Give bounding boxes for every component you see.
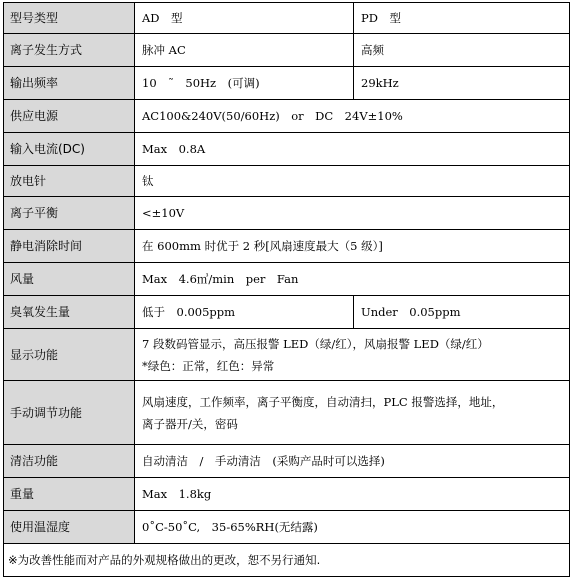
cell-power-supply: AC100&240V(50/60Hz) or DC 24V±10% (135, 100, 570, 133)
cell-discharge-needle: 钛 (135, 166, 570, 197)
cell-pd-ozone: Under 0.05ppm (354, 296, 570, 329)
cell-pd-frequency: 29kHz (354, 67, 570, 100)
table-row (4, 230, 570, 263)
cell-ion-balance: <±10V (135, 197, 570, 230)
row-label-power-supply: 供应电源 (4, 100, 135, 133)
cell-pd-ion-method: 高频 (354, 34, 570, 67)
table-row (4, 478, 570, 511)
manual-adjust-line-1: 风扇速度，工作频率，离子平衡度，自动清扫，PLC 报警选择，地址， (142, 394, 504, 409)
row-label-air-volume: 风量 (4, 263, 135, 296)
row-label-temp-humidity: 使用温湿度 (4, 511, 135, 544)
cell-temp-humidity: 0˚C-50˚C, 35-65%RH(无结露) (135, 511, 570, 544)
table-row (4, 296, 570, 329)
cell-ad-model: AD 型 (135, 3, 354, 34)
cell-ad-frequency: 10 ˜ 50Hz (可调) (135, 67, 354, 100)
cell-cleaning: 自动清洁 / 手动清洁 (采购产品时可以选择) (135, 445, 570, 478)
table-row (4, 263, 570, 296)
row-label-ozone: 臭氧发生量 (4, 296, 135, 329)
row-label-discharge-time: 静电消除时间 (4, 230, 135, 263)
row-label-manual-adjust: 手动调节功能 (4, 381, 135, 445)
table-row (4, 3, 570, 34)
row-label-model-type: 型号类型 (4, 3, 135, 34)
row-label-cleaning: 清洁功能 (4, 445, 135, 478)
table-row (4, 544, 570, 577)
spec-table (3, 2, 570, 577)
row-label-discharge-needle: 放电针 (4, 166, 135, 197)
cell-manual-adjust (135, 381, 570, 445)
table-row (4, 445, 570, 478)
manual-adjust-line-2: 离子器开/关，密码 (142, 416, 238, 431)
table-row (4, 100, 570, 133)
table-row (4, 511, 570, 544)
cell-ad-ion-method: 脉冲 AC (135, 34, 354, 67)
display-line-1: 7 段数码管显示，高压报警 LED（绿/红），风扇报警 LED（绿/红） (142, 336, 489, 351)
table-row (4, 34, 570, 67)
cell-discharge-time: 在 600mm 时优于 2 秒[风扇速度最大（5 级）] (135, 230, 570, 263)
table-row (4, 166, 570, 197)
table-row (4, 133, 570, 166)
table-row (4, 329, 570, 381)
row-label-ion-balance: 离子平衡 (4, 197, 135, 230)
cell-pd-model: PD 型 (354, 3, 570, 34)
table-row (4, 197, 570, 230)
row-label-display: 显示功能 (4, 329, 135, 381)
cell-ad-ozone: 低于 0.005ppm (135, 296, 354, 329)
cell-display (135, 329, 570, 381)
cell-input-current: Max 0.8A (135, 133, 570, 166)
row-label-ion-method: 离子发生方式 (4, 34, 135, 67)
row-label-input-current: 输入电流(DC) (4, 133, 135, 166)
cell-air-volume: Max 4.6㎥/min per Fan (135, 263, 570, 296)
row-label-output-frequency: 输出频率 (4, 67, 135, 100)
table-row (4, 67, 570, 100)
cell-weight: Max 1.8kg (135, 478, 570, 511)
display-line-2: *绿色：正常，红色：异常 (142, 358, 275, 373)
footnote: ※为改善性能而对产品的外观规格做出的更改，恕不另行通知. (4, 544, 570, 577)
row-label-weight: 重量 (4, 478, 135, 511)
table-row (4, 381, 570, 445)
